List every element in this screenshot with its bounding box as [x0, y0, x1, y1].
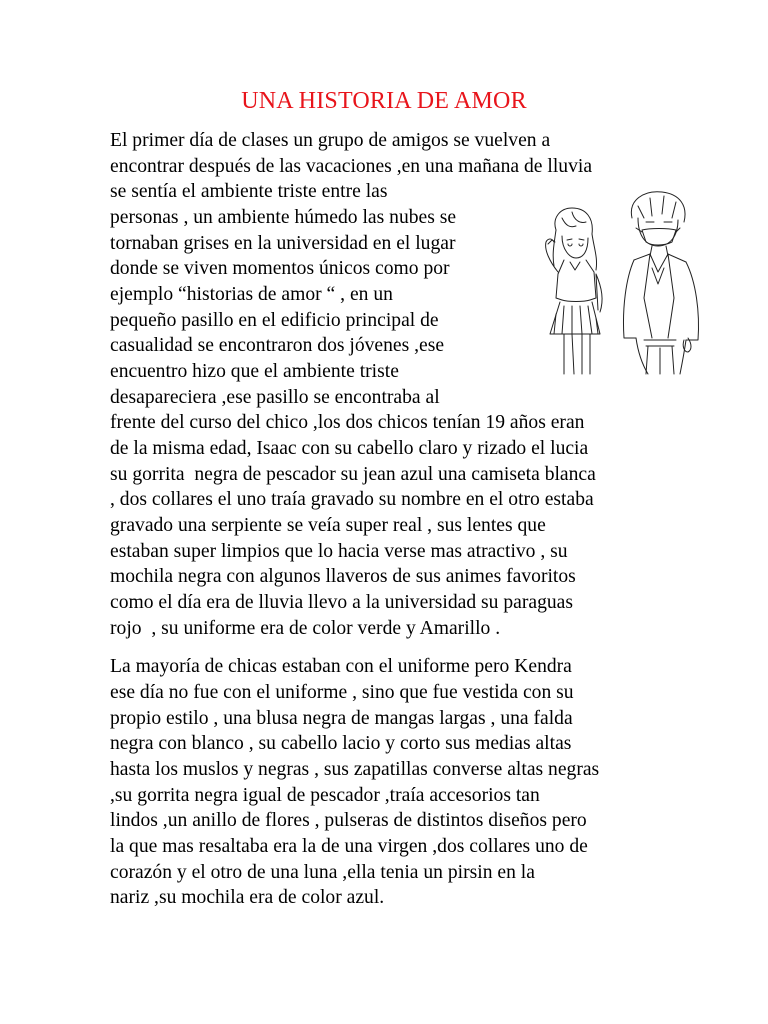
text-line: casualidad se encontraron dos jóvenes ,ese [110, 335, 445, 356]
text-line: El primer día de clases un grupo de amigos se vuelven a [110, 130, 551, 151]
text-line: ejemplo “historias de amor “ , en un [110, 284, 393, 305]
text-line: pequeño pasillo en el edificio principal de [110, 310, 439, 331]
text-line: , dos collares el uno traía gravado su nombre en el otro estaba [110, 489, 594, 510]
text-line: propio estilo , una blusa negra de mangas largas , una falda [110, 708, 573, 729]
text-line: tornaban grises en la universidad en el lugar [110, 233, 456, 254]
text-line: desapareciera ,ese pasillo se encontraba al [110, 387, 440, 408]
text-line: La mayoría de chicas estaban con el uniforme pero Kendra [110, 656, 572, 677]
text-line: gravado una serpiente se veía super real , sus lentes que [110, 515, 546, 536]
text-line: personas , un ambiente húmedo las nubes se [110, 207, 457, 228]
text-line: de la misma edad, Isaac con su cabello claro y rizado el lucia [110, 438, 589, 459]
text-line: se sentía el ambiente triste entre las [110, 181, 388, 202]
text-line: como el día era de lluvia llevo a la universidad su paraguas [110, 592, 574, 613]
text-line: nariz ,su mochila era de color azul. [110, 887, 385, 908]
text-line: ,su gorrita negra igual de pescador ,traía accesorios tan [110, 785, 540, 806]
text-line: hasta los muslos y negras , sus zapatillas converse altas negras [110, 759, 600, 780]
anime-couple-illustration [512, 188, 712, 380]
text-line: frente del curso del chico ,los dos chicos tenían 19 años eran [110, 412, 585, 433]
text-line: su gorrita negra de pescador su jean azul una camiseta blanca [110, 464, 596, 485]
document-title: UNA HISTORIA DE AMOR [241, 88, 527, 114]
text-line: encuentro hizo que el ambiente triste [110, 361, 399, 382]
girl-figure [546, 208, 602, 374]
text-line: donde se viven momentos únicos como por [110, 258, 450, 279]
boy-figure [623, 192, 698, 374]
text-line: negra con blanco , su cabello lacio y corto sus medias altas [110, 733, 572, 754]
text-line: mochila negra con algunos llaveros de sus animes favoritos [110, 566, 576, 587]
text-line: lindos ,un anillo de flores , pulseras de distintos diseños pero [110, 810, 587, 831]
text-line: rojo , su uniforme era de color verde y Amarillo . [110, 618, 501, 639]
text-line: encontrar después de las vacaciones ,en una mañana de lluvia [110, 156, 593, 177]
text-line: estaban super limpios que lo hacia verse mas atractivo , su [110, 541, 568, 562]
text-line: corazón y el otro de una luna ,ella tenia un pirsin en la [110, 862, 535, 883]
text-line: ese día no fue con el uniforme , sino que fue vestida con su [110, 682, 574, 703]
text-line: la que mas resaltaba era la de una virgen ,dos collares uno de [110, 836, 588, 857]
